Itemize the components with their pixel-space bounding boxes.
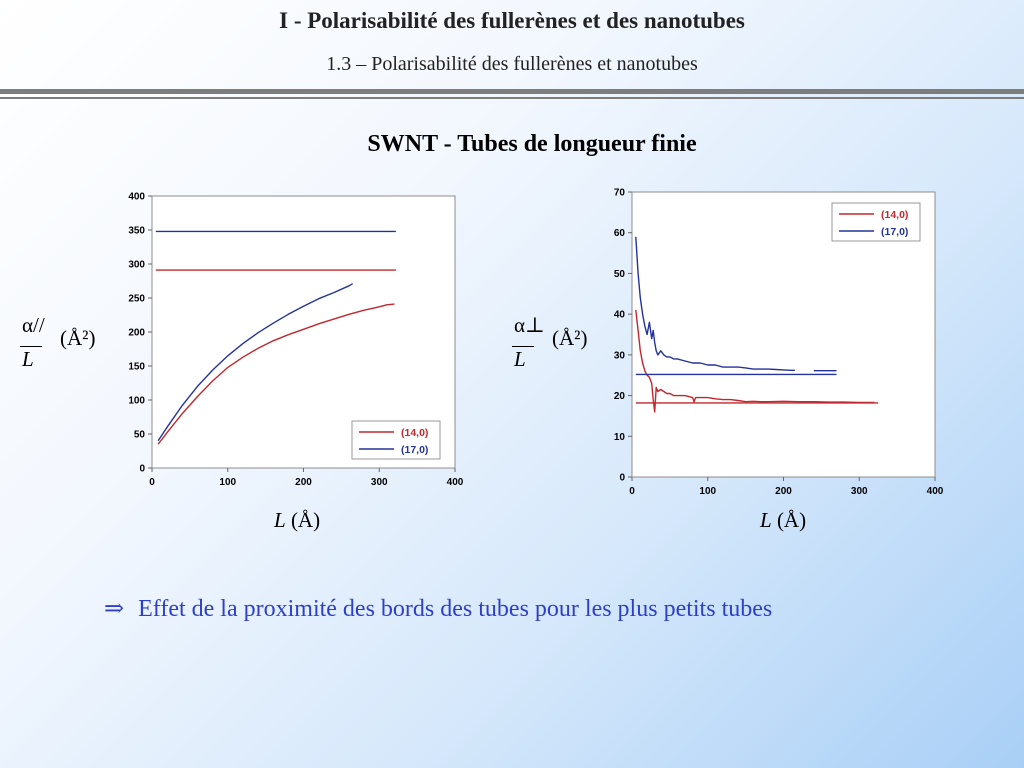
- left-y-label-unit: (Å²): [60, 326, 96, 350]
- chart2-x-tick-label: 300: [850, 486, 868, 497]
- header-rule-thick: [0, 89, 1024, 94]
- chart2-y-tick-label: 30: [613, 350, 625, 362]
- chart2-legend-label: (17,0): [881, 226, 909, 238]
- chart1-x-tick-label: 400: [446, 477, 464, 488]
- right-x-label-unit: (Å): [776, 508, 807, 532]
- left-x-label-symbol: L: [274, 508, 286, 532]
- right-x-label-symbol: L: [760, 508, 772, 532]
- chart2-y-tick-label: 60: [613, 228, 625, 240]
- conclusion-text: Effet de la proximité des bords des tubes pour les plus petits tubes: [138, 596, 773, 622]
- chart1-y-tick-label: 150: [128, 361, 145, 373]
- implies-arrow: ⇒: [104, 596, 125, 622]
- chart-perpendicular-polarizability: [598, 182, 944, 502]
- chart1-x-tick-label: 0: [149, 477, 155, 488]
- chart1-y-tick-label: 200: [128, 327, 145, 339]
- right-x-axis-label: [760, 508, 806, 533]
- header-subtitle: 1.3 – Polarisabilité des fullerènes et nanotubes: [326, 53, 698, 75]
- header-rule-thin: [0, 97, 1024, 99]
- chart2-y-tick-label: 20: [613, 391, 625, 403]
- right-y-label-unit: (Å²): [552, 326, 588, 350]
- right-y-label-numerator: α⊥: [514, 313, 545, 337]
- chart2-x-tick-label: 400: [926, 486, 944, 497]
- chart1-x-tick-label: 100: [219, 477, 237, 488]
- chart-parallel-polarizability: [118, 186, 464, 496]
- chart2-y-tick-label: 40: [613, 309, 625, 321]
- left-x-axis-label: [274, 508, 320, 533]
- conclusion-bullet: [104, 594, 772, 623]
- chart1-y-tick-label: 0: [139, 463, 145, 475]
- chart2-y-tick-label: 10: [613, 431, 625, 443]
- chart2-legend-label: (14,0): [881, 209, 909, 221]
- chart1-y-tick-label: 400: [128, 191, 145, 203]
- chart2-x-tick-label: 200: [775, 486, 792, 497]
- header-title: I - Polarisabilité des fullerènes et des nanotubes: [279, 8, 745, 33]
- chart2-y-tick-label: 50: [613, 268, 625, 280]
- slide-title: SWNT - Tubes de longueur finie: [367, 131, 697, 157]
- chart1-legend-label: (14,0): [401, 427, 429, 439]
- chart2-y-tick-label: 70: [613, 187, 625, 199]
- chart1-y-tick-label: 100: [128, 395, 145, 407]
- right-y-label-denominator: L: [514, 347, 526, 371]
- chart2-x-tick-label: 0: [629, 486, 635, 497]
- left-y-label-numerator: α//: [22, 313, 45, 337]
- left-y-label-denominator: L: [22, 347, 34, 371]
- chart2-x-tick-label: 100: [699, 486, 717, 497]
- chart2-y-tick-label: 0: [619, 472, 625, 484]
- left-x-label-unit: (Å): [290, 508, 321, 532]
- chart1-y-tick-label: 50: [133, 429, 145, 441]
- chart1-legend-label: (17,0): [401, 444, 429, 456]
- chart1-x-tick-label: 300: [370, 477, 388, 488]
- chart1-y-tick-label: 350: [128, 225, 145, 237]
- chart1-y-tick-label: 250: [128, 293, 145, 305]
- chart1-y-tick-label: 300: [128, 259, 145, 271]
- chart1-x-tick-label: 200: [295, 477, 312, 488]
